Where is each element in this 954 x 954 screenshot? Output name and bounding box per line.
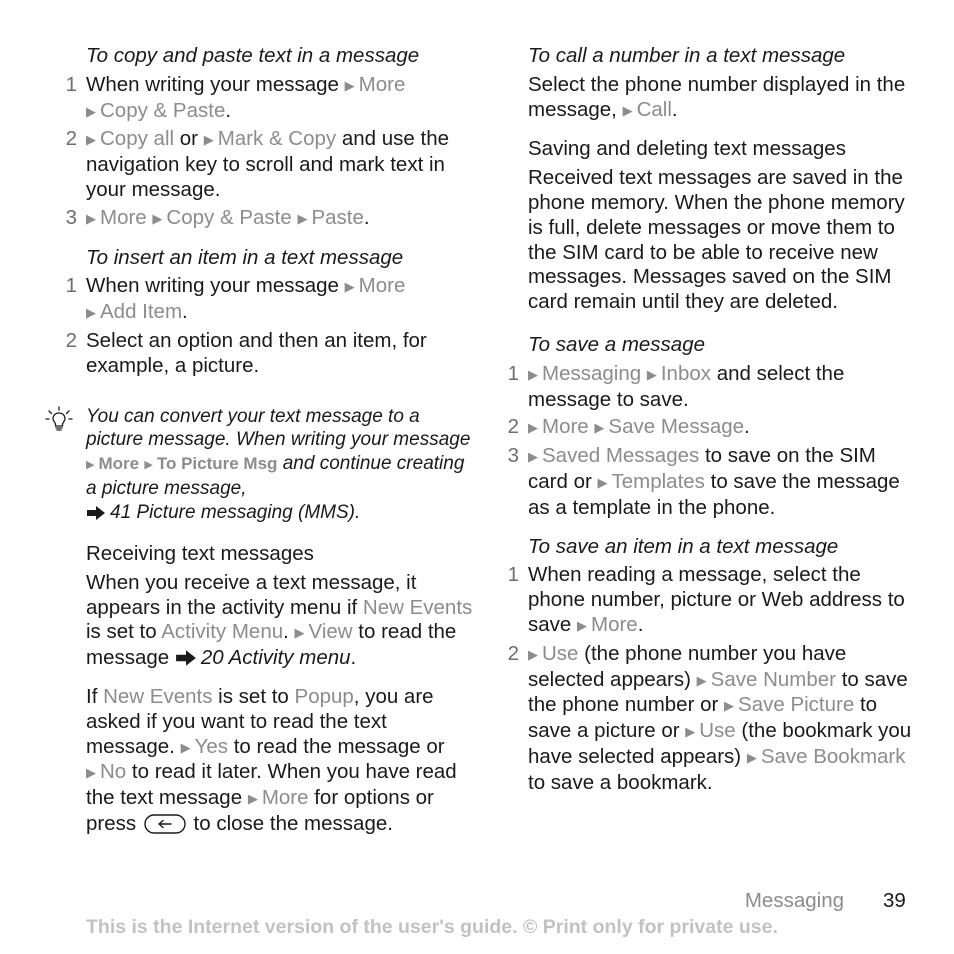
- menu-item-more: More: [98, 453, 140, 473]
- insert-item-heading: To insert an item in a text message: [86, 245, 404, 269]
- step-number: 1: [507, 563, 519, 587]
- step-text: to save a bookmark.: [528, 770, 713, 794]
- receiving-heading: Receiving text messages: [86, 542, 314, 566]
- menu-arrow-icon: ▶: [180, 739, 191, 755]
- punctuation: .: [354, 501, 361, 523]
- menu-arrow-icon: ▶: [152, 210, 163, 226]
- step-3: [65, 205, 478, 232]
- step-number: 3: [65, 205, 77, 229]
- menu-arrow-icon: ▶: [594, 420, 605, 436]
- para-text: is set to: [86, 620, 162, 644]
- step-text: When writing your message: [86, 274, 345, 298]
- menu-arrow-icon: ▶: [86, 103, 96, 119]
- menu-arrow-icon: ▶: [685, 724, 696, 740]
- menu-item-more: More: [100, 205, 147, 229]
- insert-item-steps: [65, 274, 478, 378]
- menu-arrow-icon: ▶: [724, 698, 735, 714]
- para-text: .: [283, 620, 295, 644]
- step-2: [507, 415, 920, 441]
- menu-arrow-icon: ▶: [622, 102, 633, 118]
- para-text: to close the message.: [187, 812, 393, 836]
- step-text: (the bookmark you have selected appears): [528, 719, 912, 768]
- footer-disclaimer: This is the Internet version of the user's guide. © Print only for private use.: [86, 916, 778, 938]
- punctuation: .: [350, 646, 357, 670]
- menu-item-more: More: [358, 72, 406, 96]
- menu-item-save-bookmark: Save Bookmark: [760, 744, 906, 768]
- menu-arrow-icon: ▶: [86, 305, 96, 321]
- saving-deleting-paragraph: Received text messages are saved in the phone memory. When the phone memory is full, delete messages or move them to the SIM card to be able to receive new messages. Messages saved on the SIM card remain until they are deleted.: [528, 166, 905, 314]
- step-1: [65, 274, 478, 326]
- step-1: [507, 563, 920, 638]
- menu-item-save-number: Save Number: [710, 667, 836, 691]
- menu-item-mark-copy: Mark & Copy: [217, 127, 337, 151]
- menu-arrow-icon: ▶: [294, 625, 305, 641]
- copy-paste-heading: To copy and paste text in a message: [86, 44, 420, 67]
- tip-text: and continue creating a picture message,: [86, 452, 465, 500]
- menu-item-new-events: New Events: [362, 595, 473, 619]
- receiving-paragraph-1: [86, 571, 478, 671]
- menu-item-templates: Templates: [611, 469, 705, 493]
- step-number: 2: [65, 328, 77, 352]
- menu-item-use: Use: [699, 719, 736, 743]
- step-text: or: [174, 127, 204, 151]
- save-message-steps: [507, 361, 920, 521]
- step-1: [507, 361, 920, 413]
- menu-arrow-icon: ▶: [528, 449, 538, 465]
- menu-item-saved-messages: Saved Messages: [542, 444, 700, 468]
- reference-link[interactable]: 20 Activity menu: [200, 646, 351, 670]
- para-text: is set to: [212, 685, 295, 709]
- para-text: to read the message or: [228, 734, 445, 758]
- menu-arrow-icon: ▶: [86, 458, 95, 471]
- menu-item-more: More: [542, 415, 589, 439]
- menu-arrow-icon: ▶: [597, 474, 608, 490]
- para-text: to read it later. When you have read the text message: [86, 760, 457, 810]
- menu-arrow-icon: ▶: [646, 366, 657, 382]
- menu-item-save-picture: Save Picture: [738, 693, 855, 717]
- menu-arrow-icon: ▶: [528, 420, 538, 436]
- menu-item-inbox: Inbox: [660, 361, 711, 385]
- right-column: [507, 44, 920, 810]
- para-text: If: [86, 685, 104, 709]
- menu-item-activity-menu: Activity Menu: [161, 620, 284, 644]
- menu-arrow-icon: ▶: [203, 132, 214, 148]
- left-column: [65, 44, 478, 851]
- menu-item-save-message: Save Message: [608, 415, 745, 439]
- punctuation: .: [744, 415, 750, 439]
- menu-arrow-icon: ▶: [528, 366, 538, 382]
- menu-arrow-icon: ▶: [577, 617, 587, 633]
- punctuation: .: [637, 612, 644, 636]
- call-number-paragraph: [528, 73, 920, 124]
- step-text: to save the message as a template in the phone.: [528, 469, 900, 519]
- step-number: 2: [507, 641, 519, 665]
- menu-arrow-icon: ▶: [344, 279, 355, 295]
- step-3: [507, 444, 920, 520]
- punctuation: .: [363, 205, 370, 229]
- menu-arrow-icon: ▶: [696, 672, 707, 688]
- step-2: [65, 127, 478, 202]
- tip-note: [86, 405, 478, 525]
- menu-item-more: More: [591, 612, 638, 636]
- step-text: to save the phone number or: [528, 667, 908, 717]
- step-number: 2: [507, 415, 519, 439]
- tip-text: You can convert your text message to a picture message. When writing your message: [86, 405, 471, 451]
- page-number: 39: [883, 889, 906, 912]
- menu-item-paste: Paste: [311, 205, 364, 229]
- copy-paste-steps: [65, 72, 478, 232]
- step-number: 2: [65, 127, 77, 151]
- para-text: to read the message: [86, 620, 457, 670]
- menu-item-new-events: New Events: [103, 685, 213, 709]
- step-2: [65, 328, 478, 379]
- step-number: 1: [65, 274, 77, 298]
- menu-arrow-icon: ▶: [344, 77, 355, 93]
- menu-item-yes: Yes: [194, 734, 229, 758]
- menu-arrow-icon: ▶: [247, 791, 258, 807]
- save-item-heading: To save an item in a text message: [528, 534, 839, 558]
- menu-item-no: No: [100, 760, 127, 784]
- menu-item-add-item: Add Item: [100, 300, 183, 324]
- step-text: When reading a message, select the phone number, picture or Web address to save: [528, 563, 905, 636]
- punctuation: .: [671, 97, 678, 121]
- menu-arrow-icon: ▶: [528, 646, 538, 662]
- call-number-heading: To call a number in a text message: [528, 44, 846, 67]
- step-1: [65, 72, 478, 125]
- step-text: and select the message to save.: [528, 361, 845, 411]
- para-text: Select the phone number displayed in the message,: [528, 72, 906, 121]
- menu-item-copy-paste: Copy & Paste: [166, 205, 292, 229]
- menu-item-popup: Popup: [294, 685, 354, 709]
- menu-arrow-icon: ▶: [86, 210, 96, 226]
- reference-arrow-icon: [175, 649, 197, 667]
- punctuation: .: [225, 98, 232, 122]
- save-item-steps: [507, 563, 920, 795]
- footer-section-name: Messaging: [744, 889, 844, 912]
- save-message-heading: To save a message: [528, 332, 706, 356]
- punctuation: .: [182, 300, 188, 324]
- menu-item-to-picture-msg: To Picture Msg: [156, 453, 278, 473]
- menu-item-use: Use: [542, 641, 579, 665]
- step-text: (the phone number you have selected appears): [528, 641, 847, 691]
- step-number: 3: [507, 444, 519, 468]
- step-number: 1: [507, 361, 519, 385]
- menu-arrow-icon: ▶: [86, 765, 96, 781]
- para-text: When you receive a text message, it appears in the activity menu if: [86, 570, 417, 619]
- reference-arrow-icon: [86, 505, 106, 521]
- para-text: for options or press: [86, 786, 434, 836]
- menu-item-view: View: [308, 620, 353, 644]
- menu-item-messaging: Messaging: [542, 361, 642, 385]
- menu-item-copy-all: Copy all: [100, 127, 175, 151]
- step-text: to save on the SIM card or: [528, 444, 876, 493]
- step-text: and use the navigation key to scroll and mark text in your message.: [86, 127, 450, 201]
- menu-arrow-icon: ▶: [144, 458, 153, 471]
- menu-item-more: More: [358, 274, 406, 298]
- step-text: When writing your message: [86, 72, 345, 96]
- menu-item-call: Call: [636, 97, 672, 121]
- menu-item-more: More: [261, 786, 309, 810]
- saving-deleting-heading: Saving and deleting text messages: [528, 137, 846, 161]
- step-number: 1: [65, 72, 77, 96]
- menu-arrow-icon: ▶: [86, 132, 96, 148]
- back-key-icon: [144, 814, 186, 834]
- lightbulb-icon: [44, 405, 74, 435]
- step-text: Select an option and then an item, for example, a picture.: [86, 328, 427, 377]
- step-2: [507, 641, 920, 796]
- reference-link[interactable]: 41 Picture messaging (MMS): [110, 501, 355, 523]
- receiving-paragraph-2: [86, 685, 478, 837]
- menu-arrow-icon: ▶: [746, 749, 757, 765]
- menu-arrow-icon: ▶: [297, 210, 308, 226]
- menu-item-copy-paste: Copy & Paste: [100, 98, 226, 122]
- para-text: , you are asked if you want to read the text message.: [86, 685, 434, 758]
- step-text: to save a picture or: [528, 693, 878, 743]
